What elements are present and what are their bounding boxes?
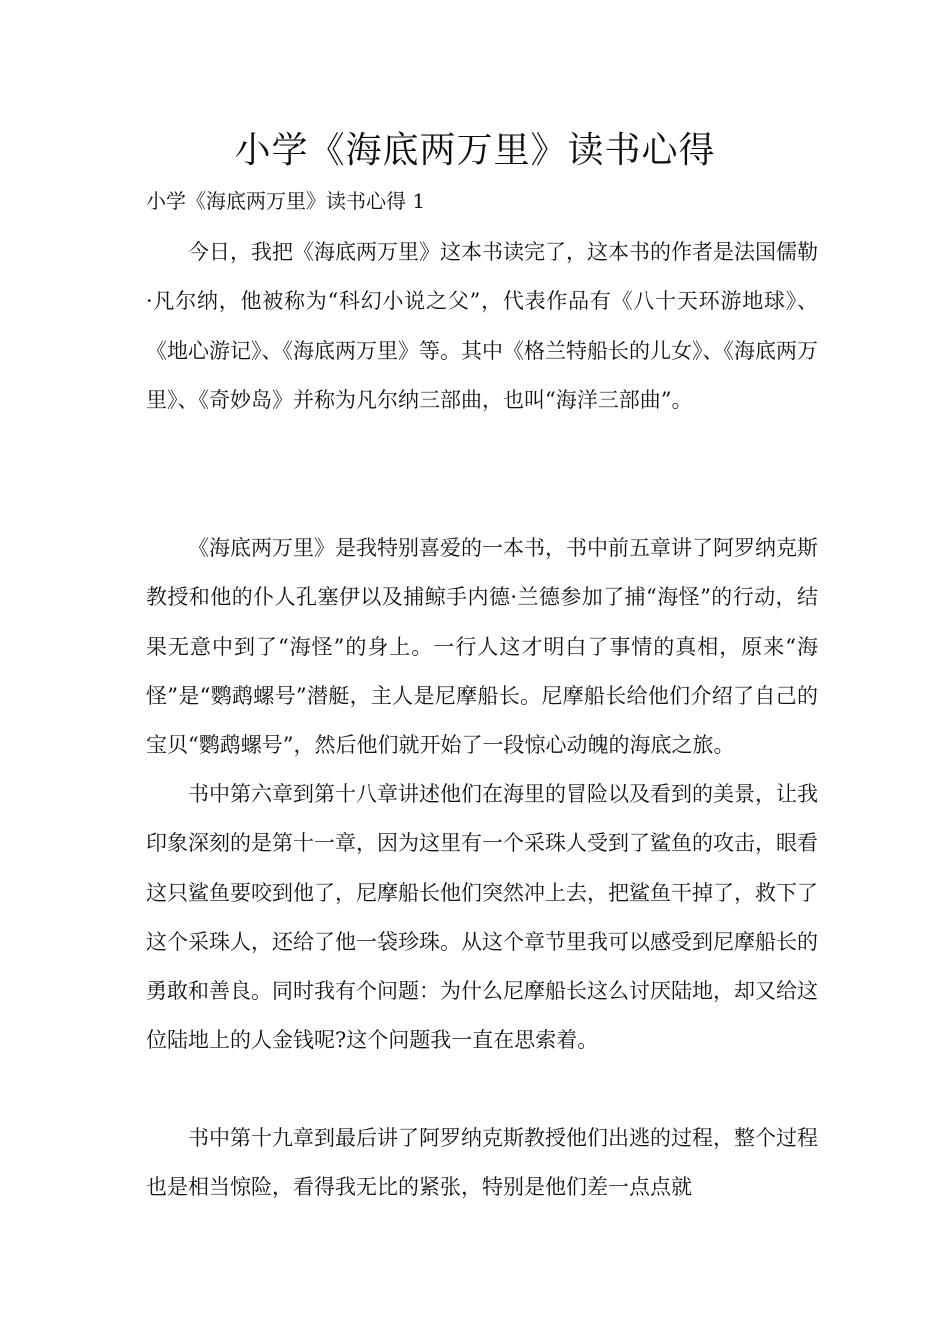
body-paragraph-2: 《海底两万里》是我特别喜爱的一本书，书中前五章讲了阿罗纳克斯教授和他的仆人孔塞伊以及捕鲸手内德·兰德参加了捕“海怪”的行动，结果无意中到了“海怪”的身上。一行人这才明白了事情的真相，原来“海怪”是“鹦鹉螺号”潜艇，主人是尼摩船长。尼摩船长给他们介绍了自己的宝贝“鹦鹉螺号”，然后他们就开始了一段惊心动魄的海底之旅。 <box>146 536 818 758</box>
body-paragraph-3: 书中第六章到第十八章讲述他们在海里的冒险以及看到的美景，让我印象深刻的是第十一章，因为这里有一个采珠人受到了鲨鱼的攻击，眼看这只鲨鱼要咬到他了，尼摩船长他们突然冲上去，把鲨鱼干掉了，救下了这个采珠人，还给了他一袋珍珠。从这个章节里我可以感受到尼摩船长的勇敢和善良。同时我有个问题：为什么尼摩船长这么讨厌陆地，却又给这位陆地上的人金钱呢?这个问题我一直在思索着。 <box>146 782 818 1053</box>
body-paragraph-1: 今日，我把《海底两万里》这本书读完了，这本书的作者是法国儒勒·凡尔纳，他被称为“科幻小说之父”，代表作品有《八十天环游地球》、《地心游记》、《海底两万里》等。其中《格兰特船长的儿女》、《海底两万里》、《奇妙岛》并称为凡尔纳三部曲，也叫“海洋三部曲”。 <box>146 240 818 412</box>
document-subtitle: 小学《海底两万里》读书心得 1 <box>146 189 426 213</box>
document-title: 小学《海底两万里》读书心得 <box>234 130 716 171</box>
body-paragraph-4: 书中第十九章到最后讲了阿罗纳克斯教授他们出逃的过程，整个过程也是相当惊险，看得我无比的紧张，特别是他们差一点点就 <box>146 1126 818 1200</box>
